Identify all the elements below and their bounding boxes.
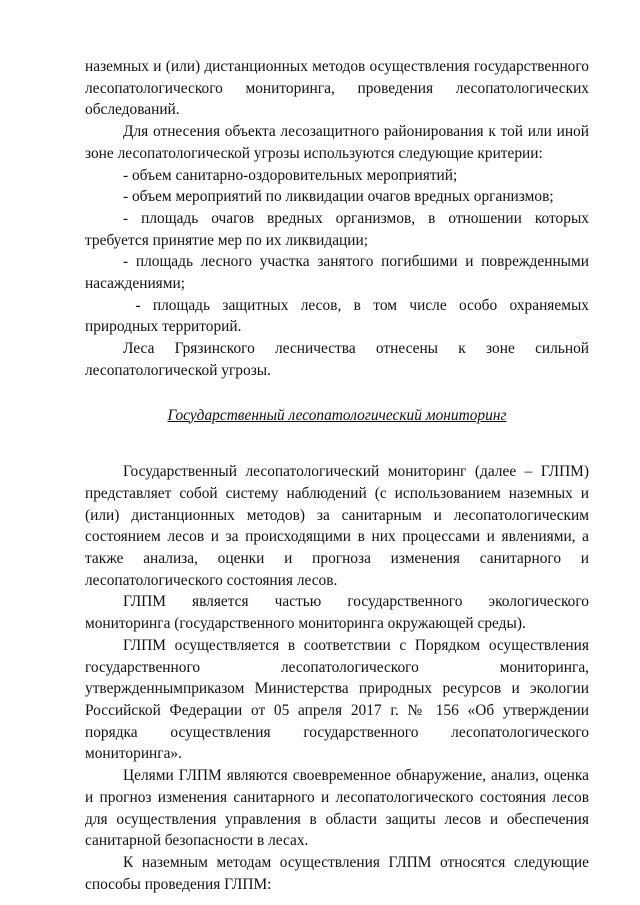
criteria-item-3: - площадь очагов вредных организмов, в отношении которых требуется принятие мер по их ликвидации;: [85, 209, 589, 249]
paragraph-glpm-definition: Государственный лесопатологический мониторинг (далее – ГЛПМ) представляет собой систему наблюдений (с использованием наземных и (или) дистанционных методов) за санитарным и лесопатологическим состоянием лесов и за происходящими в них процессами и явлениями, а также анализа, оценки и прогноза изменения санитарного и лесопатологического состояния лесов.: [85, 463, 589, 589]
paragraph-continuation: наземных и (или) дистанционных методов осуществления государственного лесопатологического мониторинга, проведения лесопатологических обследований.: [85, 58, 589, 119]
section-heading: Государственный лесопатологический мониторинг: [167, 406, 507, 424]
criteria-item-5: - площадь защитных лесов, в том числе особо охраняемых природных территорий.: [85, 296, 593, 336]
paragraph-glpm-ground-methods: К наземным методам осуществления ГЛПМ относятся следующие способы проведения ГЛПМ:: [85, 853, 589, 893]
criteria-item-2: - объем мероприятий по ликвидации очагов вредных организмов;: [123, 188, 554, 206]
paragraph-glpm-goals: Целями ГЛПМ являются своевременное обнаружение, анализ, оценка и прогноз изменения санитарного и лесопатологического состояния лесов для осуществления управления в области защиты лесов и обеспечения санитарной безопасности в лесах.: [85, 767, 589, 850]
paragraph-threat-zone: Леса Грязинского лесничества отнесены к зоне сильной лесопатологической угрозы.: [85, 340, 589, 379]
paragraph-criteria-intro: Для отнесения объекта лесозащитного районирования к той или иной зоне лесопатологической угрозы используются следующие критерии:: [85, 123, 589, 162]
paragraph-glpm-order: ГЛПМ осуществляется в соответствии с Порядком осуществления государственного лесопатологического мониторинга, утвержденнымприказом Министерства природных ресурсов и экологии Российской Федерации от 05 апреля 2017 г. № 156 «Об утверждении порядка осуществления государственного лесопатологического мониторинга».: [85, 636, 589, 763]
paragraph-glpm-part-of: ГЛПМ является частью государственного экологического мониторинга (государственного мониторинга окружающей среды).: [85, 593, 589, 633]
document-page: [85, 56, 593, 895]
criteria-item-4: - площадь лесного участка занятого погибшими и поврежденными насаждениями;: [85, 253, 589, 293]
heading-spacer: [85, 426, 589, 461]
criteria-item-1: - объем санитарно-оздоровительных мероприятий;: [123, 166, 458, 184]
